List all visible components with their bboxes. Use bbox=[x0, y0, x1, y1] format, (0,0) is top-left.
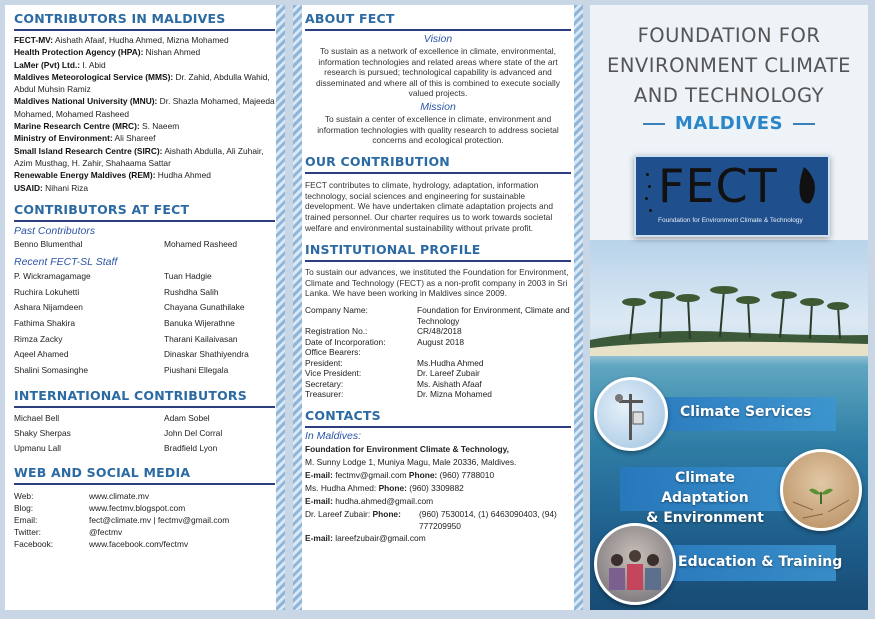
list-item: Piushani Ellegala bbox=[164, 365, 229, 376]
list-item: Ashara Nijamdeen bbox=[14, 302, 83, 313]
contributor-entry: LaMer (Pvt) Ltd.: I. Abid bbox=[14, 59, 106, 70]
company-name-label: Company Name: bbox=[305, 305, 368, 316]
contacts-block bbox=[305, 443, 571, 546]
contributor-entry: Maldives Meteorological Service (MMS): Dr. Zahid, Abdulla Wahid, Abdul Muhsin Ramiz bbox=[14, 71, 270, 95]
list-item: Banuka Wijerathne bbox=[164, 317, 235, 328]
list-item: Benno Blumenthal bbox=[14, 238, 83, 249]
contribution-heading: OUR CONTRIBUTION bbox=[305, 154, 571, 174]
logo-dots-icon bbox=[640, 163, 654, 223]
registration-value: CR/48/2018 bbox=[417, 326, 462, 337]
recent-staff-list bbox=[14, 269, 275, 379]
web-link[interactable]: www.climate.mv bbox=[89, 490, 150, 501]
list-item: Fathima Shakira bbox=[14, 317, 75, 328]
secretary-value: Ms. Aishath Afaaf bbox=[417, 378, 482, 389]
list-item: Michael Bell bbox=[14, 412, 60, 423]
cover-title-line: FOUNDATION FOR bbox=[637, 24, 821, 47]
dry-soil-photo bbox=[780, 449, 862, 531]
contacts-heading: CONTACTS bbox=[305, 408, 571, 428]
service-adaptation-line: Climate Adaptation bbox=[661, 470, 749, 506]
list-item: P. Wickramagamage bbox=[14, 270, 91, 281]
panel-cover bbox=[590, 5, 868, 610]
international-list bbox=[14, 411, 275, 456]
list-item: Rimza Zacky bbox=[14, 333, 63, 344]
list-item: John Del Corral bbox=[164, 427, 223, 438]
weather-station-photo bbox=[594, 377, 668, 451]
list-item: Adam Sobel bbox=[164, 412, 210, 423]
twitter-link[interactable]: @fectmv bbox=[89, 526, 123, 537]
list-item: Aqeel Ahamed bbox=[14, 349, 69, 360]
email-link[interactable]: fectmv@gmail.com bbox=[332, 469, 409, 480]
logo-text: FECT bbox=[658, 159, 778, 213]
contact-org: Foundation for Environment Climate & Technology, bbox=[305, 443, 509, 454]
twitter-label: Twitter: bbox=[14, 526, 41, 537]
contributors-fect-heading: CONTRIBUTORS AT FECT bbox=[14, 202, 275, 222]
list-item: Shalini Somasinghe bbox=[14, 365, 89, 376]
cover-subtitle: MALDIVES bbox=[590, 113, 868, 134]
service-education: Education & Training bbox=[678, 554, 843, 570]
email-link[interactable]: fect@climate.mv | fectmv@gmail.com bbox=[89, 514, 230, 525]
list-item: Tuan Hadgie bbox=[164, 270, 212, 281]
email-link[interactable]: hudha.ahmed@gmail.com bbox=[332, 496, 434, 506]
company-name-value: Foundation for Environment, Climate and Technology bbox=[417, 305, 570, 326]
about-heading: ABOUT FECT bbox=[305, 11, 571, 31]
panel-edge-pattern bbox=[276, 5, 285, 610]
contact-line: E-mail: hudha.ahmed@gmail.com bbox=[305, 496, 434, 506]
contributor-entry: Health Protection Agency (HPA): Nishan Ahmed bbox=[14, 47, 201, 58]
contact-line: E-mail: lareefzubair@gmail.com bbox=[305, 533, 426, 544]
treasurer-label: Treasurer: bbox=[305, 389, 344, 400]
cover-title bbox=[590, 21, 868, 111]
list-item: Ruchira Lokuhetti bbox=[14, 286, 80, 297]
web-label: Web: bbox=[14, 490, 34, 501]
seedling-icon bbox=[783, 452, 859, 528]
panel-edge-pattern bbox=[574, 5, 583, 610]
service-climate: Climate Services bbox=[680, 404, 812, 420]
cover-title-line: AND TECHNOLOGY bbox=[633, 84, 825, 107]
contributor-entry: Marine Research Centre (MRC): S. Naeem bbox=[14, 121, 180, 132]
fect-logo bbox=[634, 155, 830, 237]
panel-edge-pattern bbox=[293, 5, 302, 610]
logo-tagline: Foundation for Environment Climate & Technology bbox=[658, 217, 803, 224]
web-social-heading: WEB AND SOCIAL MEDIA bbox=[14, 465, 275, 485]
web-social-list bbox=[14, 490, 275, 550]
international-heading: INTERNATIONAL CONTRIBUTORS bbox=[14, 388, 275, 408]
list-item: Chayana Gunathilake bbox=[164, 302, 245, 313]
list-item: Upmanu Lall bbox=[14, 442, 62, 453]
past-contributors-label: Past Contributors bbox=[14, 224, 96, 237]
office-bearers-value bbox=[417, 347, 571, 358]
people-icon bbox=[597, 526, 673, 602]
contacts-sub: In Maldives: bbox=[305, 429, 362, 442]
cover-title-line: ENVIRONMENT CLIMATE bbox=[607, 54, 851, 77]
profile-heading: INSTITUTIONAL PROFILE bbox=[305, 242, 571, 262]
mission-text: To sustain a center of excellence in climate, environment and information technologies with quality research to address societal concerns and ecological protection. bbox=[317, 113, 559, 146]
weather-station-icon bbox=[597, 380, 665, 448]
panel-about bbox=[293, 5, 583, 610]
contributors-maldives-heading: CONTRIBUTORS IN MALDIVES bbox=[14, 11, 275, 31]
mission-label: Mission bbox=[420, 100, 456, 113]
list-item: Rushdha Salih bbox=[164, 286, 219, 297]
list-item: Bradfield Lyon bbox=[164, 442, 218, 453]
contributor-entry: Maldives National University (MNU): Dr. Shazla Mohamed, Majeeda Mohamed, Mohamed Rasheed bbox=[14, 96, 275, 119]
incorporation-label: Date of Incorporation: bbox=[305, 336, 386, 347]
vice-president-label: Vice President: bbox=[305, 368, 362, 379]
list-item: Shaky Sherpas bbox=[14, 427, 71, 438]
contributor-entry: FECT-MV: Aishath Afaaf, Hudha Ahmed, Mizna Mohamed bbox=[14, 35, 229, 45]
registration-label: Registration No.: bbox=[305, 326, 368, 337]
office-bearers-label: Office Bearers: bbox=[305, 347, 361, 358]
treasurer-value: Dr. Mizna Mohamed bbox=[417, 389, 492, 400]
profile-text: To sustain our advances, we instituted the Foundation for Environment, Climate and Technology (FECT) as a non-profit company in 2003 in Sri Lanka. We have been working in Maldives since 2009. bbox=[305, 266, 569, 299]
past-contributors-list bbox=[14, 238, 275, 250]
recent-staff-label: Recent FECT-SL Staff bbox=[14, 255, 118, 268]
panel-contributors bbox=[5, 5, 285, 610]
email-label: Email: bbox=[14, 514, 38, 525]
facebook-label: Facebook: bbox=[14, 538, 54, 549]
palm-trees-icon bbox=[590, 240, 868, 380]
profile-table bbox=[305, 305, 571, 400]
vision-label: Vision bbox=[423, 33, 453, 45]
service-adaptation bbox=[630, 468, 780, 528]
list-item: Mohamed Rasheed bbox=[164, 238, 238, 249]
incorporation-value: August 2018 bbox=[417, 336, 465, 347]
contribution-text: FECT contributes to climate, hydrology, adaptation, information technology, social sciences and engineering for sustainable development. We have undertaken climate adaptation projects and trained personnel. Our charter requires us to work towards societal welfare and environmental sustainability without private profit. bbox=[305, 179, 553, 233]
contact-line: Dr. Lareef Zubair: Phone: (960) 7530014, (1) 6463090403, (94) 777209950 bbox=[305, 509, 557, 532]
vision-text: To sustain as a network of excellence in climate, environmental, information technologies and related areas where state of the art research is pursued; technological capability is advanced and disseminated and where all of this is combined to execute socially valued projects. bbox=[316, 46, 560, 99]
president-label: President: bbox=[305, 357, 343, 368]
blog-label: Blog: bbox=[14, 502, 34, 513]
service-adaptation-line: & Environment bbox=[646, 510, 764, 526]
classroom-photo bbox=[594, 523, 676, 605]
list-item: Dinaskar Shathiyendra bbox=[164, 349, 249, 360]
blog-link[interactable]: www.fectmv.blogspot.com bbox=[89, 502, 186, 513]
list-item: Tharani Kailaivasan bbox=[164, 333, 238, 344]
contact-line: E-mail: fectmv@gmail.com Phone: (960) 7788010 bbox=[305, 469, 495, 480]
contributor-entry: USAID: Nihani Riza bbox=[14, 182, 89, 193]
email-link[interactable]: lareefzubair@gmail.com bbox=[332, 533, 426, 544]
president-value: Ms.Hudha Ahmed bbox=[417, 357, 484, 368]
contributor-entry: Ministry of Environment: Ali Shareef bbox=[14, 133, 156, 144]
contributor-entry: Small Island Research Centre (SIRC): Aishath Abdulla, Ali Zuhair, Azim Musthag, H. Zahir, Shahaama Sattar bbox=[14, 145, 264, 168]
contributor-entry: Renewable Energy Maldives (REM): Hudha Ahmed bbox=[14, 170, 211, 181]
vice-president-value: Dr. Lareef Zubair bbox=[417, 368, 480, 379]
facebook-link[interactable]: www.facebook.com/fectmv bbox=[89, 538, 189, 549]
secretary-label: Secretary: bbox=[305, 378, 344, 389]
contact-address: M. Sunny Lodge 1, Muniya Magu, Male 20336, Maldives. bbox=[305, 456, 517, 467]
sri-lanka-map-icon bbox=[796, 165, 818, 207]
contributors-maldives-list bbox=[14, 34, 275, 194]
contact-line: Ms. Hudha Ahmed: Phone: (960) 3309882 bbox=[305, 482, 464, 493]
